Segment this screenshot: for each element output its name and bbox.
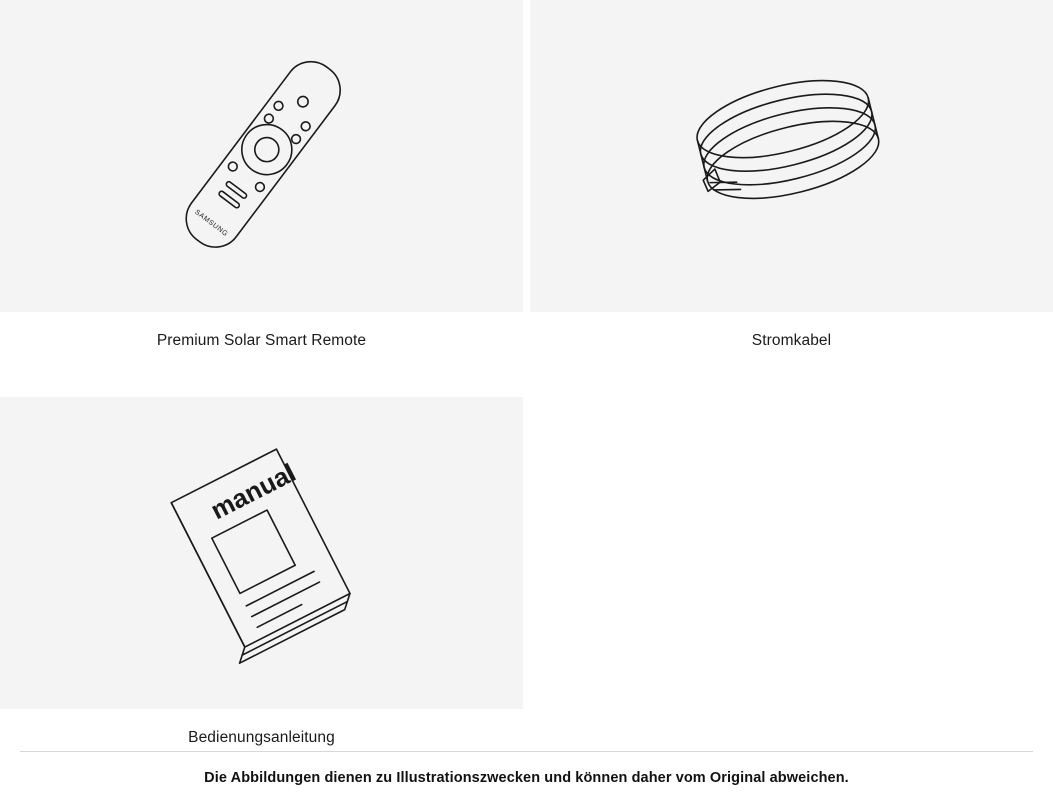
item-label-manual: Bedienungsanleitung (188, 728, 335, 746)
item-label-power-cable: Stromkabel (751, 332, 832, 349)
remote-control-icon (132, 36, 392, 276)
item-image-manual (0, 397, 523, 709)
footer-divider (20, 751, 1033, 752)
item-card-remote[interactable] (0, 0, 523, 369)
disclaimer-text: Die Abbildungen dienen zu Illustrationszwecken und können daher vom Original abweichen. (204, 770, 849, 786)
power-cable-icon (662, 46, 922, 266)
grid-empty-cell (530, 397, 1053, 709)
manual-booklet-icon (132, 433, 392, 673)
item-image-power-cable (530, 0, 1053, 312)
item-card-manual[interactable] (0, 397, 523, 766)
svg-text:SAMSUNG: SAMSUNG (192, 208, 229, 239)
item-image-remote (0, 0, 523, 312)
item-label-remote: Premium Solar Smart Remote (156, 332, 367, 349)
footer (0, 751, 1053, 800)
item-card-power-cable[interactable] (530, 0, 1053, 369)
svg-text:manual: manual (205, 456, 300, 525)
